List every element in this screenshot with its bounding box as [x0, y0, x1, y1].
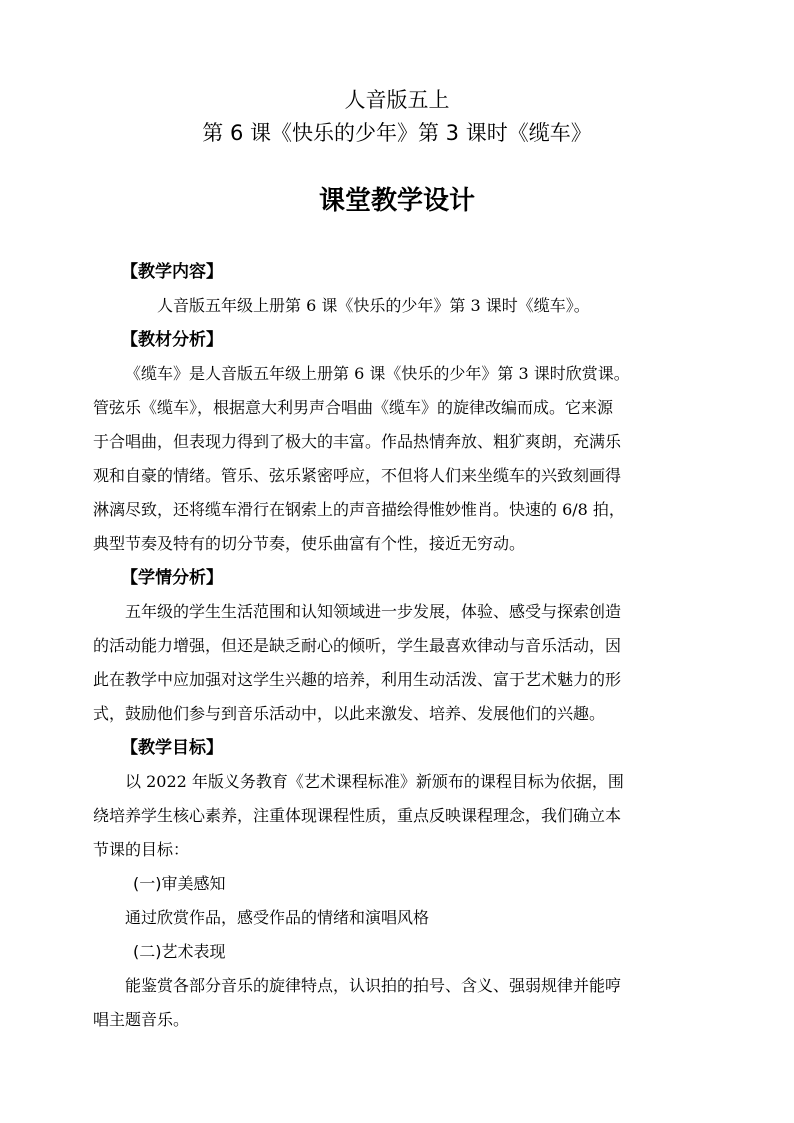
paragraph-line: 式，鼓励他们参与到音乐活动中，以此来激发、培养、发展他们的兴趣。 [93, 704, 606, 723]
section-heading-material: 【教材分析】 [121, 330, 223, 350]
document-body [93, 255, 713, 1037]
paragraph-line: 五年级的学生生活范围和认知领域进一步发展，体验、感受与探索创造 [125, 602, 622, 621]
paragraph-line: 唱主题音乐。 [93, 1010, 190, 1029]
paragraph-line: 观和自豪的情绪。管乐、弦乐紧密呼应，不但将人们来坐缆车的兴致刻画得 [93, 466, 622, 485]
section-heading-content: 【教学内容】 [121, 262, 223, 282]
document-title: 课堂教学设计 [318, 186, 475, 216]
paragraph-line: 此在教学中应加强对这学生兴趣的培养，利用生动活泼、富于艺术魅力的形 [93, 670, 622, 689]
paragraph-line: 能鉴赏各部分音乐的旋律特点，认识拍的拍号、含义、强弱规律并能哼 [125, 976, 622, 995]
title-line-2: 第 6 课《快乐的少年》第 3 课时《缆车》 [202, 121, 592, 145]
paragraph-line: 管弦乐《缆车》，根据意大利男声合唱曲《缆车》的旋律改编而成。它来源 [93, 398, 614, 417]
paragraph-line: 以 2022 年版义务教育《艺术课程标准》新颁布的课程目标为依据，围 [125, 772, 624, 791]
subsection-label-aesthetic: (一)审美感知 [133, 874, 226, 893]
section-paragraph [93, 595, 713, 731]
section-heading-goals: 【教学目标】 [121, 738, 223, 758]
paragraph-line: 人音版五年级上册第 6 课《快乐的少年》第 3 课时《缆车》。 [157, 296, 590, 315]
title-line-1: 人音版五上 [344, 88, 450, 112]
paragraph-line: 于合唱曲，但表现力得到了极大的丰富。作品热情奔放、粗犷爽朗，充满乐 [93, 432, 622, 451]
paragraph-line: 节课的目标： [93, 840, 190, 859]
section-paragraph [93, 969, 713, 1037]
paragraph-line: 典型节奏及特有的切分节奏，使乐曲富有个性，接近无穷动。 [93, 534, 526, 553]
section-paragraph [93, 901, 713, 935]
section-heading-students: 【学情分析】 [121, 568, 223, 588]
paragraph-line: 通过欣赏作品，感受作品的情绪和演唱风格 [125, 908, 430, 927]
paragraph-line: 《缆车》是人音版五年级上册第 6 课《快乐的少年》第 3 课时欣赏课。 [125, 364, 630, 383]
section-paragraph [93, 289, 713, 323]
subsection-label-art-expression: (二)艺术表现 [133, 942, 226, 961]
paragraph-line: 淋漓尽致，还将缆车滑行在钢索上的声音描绘得惟妙惟肖。快速的 6/8 拍， [93, 500, 625, 519]
paragraph-line: 绕培养学生核心素养，注重体现课程性质，重点反映课程理念，我们确立本 [93, 806, 622, 825]
section-paragraph [93, 765, 713, 867]
section-paragraph [93, 357, 713, 561]
paragraph-line: 的活动能力增强，但还是缺乏耐心的倾听，学生最喜欢律动与音乐活动，因 [93, 636, 622, 655]
